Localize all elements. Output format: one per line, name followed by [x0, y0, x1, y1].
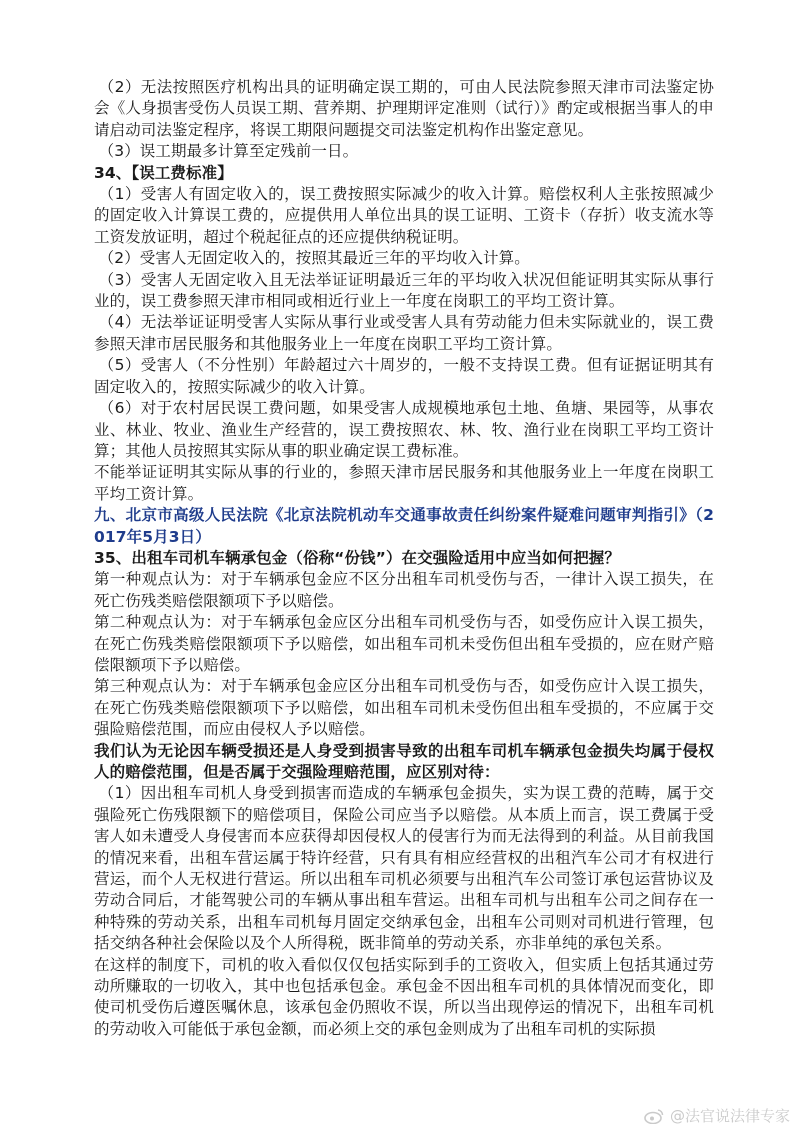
paragraph-lost-work-period-appraisal: （2）无法按照医疗机构出具的证明确定误工期的，可由人民法院参照天津市司法鉴定协会《人身损害受伤人员误工期、营养期、护理期评定准则（试行）》酌定或根据当事人的申请启动司法鉴定程序，将误工期限问题提交司法鉴定机构作出鉴定意见。: [94, 78, 714, 139]
paragraph-third-view: 第三种观点认为：对于车辆承包金应区分出租车司机受伤与否，如受伤应计入误工损失，在死亡伤残类赔偿限额项下予以赔偿，如出租车司机未受伤但出租车受损的，不应属于交强险赔偿范围，而应由侵权人予以赔偿。: [94, 677, 714, 739]
document-content: [94, 77, 714, 1040]
paragraph-taxi-income-system: 在这样的制度下，司机的收入看似仅仅包括实际到手的工资收入，但实质上包括其通过劳动所赚取的一切收入，其中也包括承包金。承包金不因出租车司机的具体情况而变化，即使司机受伤后遵医嘱休息，该承包金仍照收不误，所以当出现停运的情况下，出租车司机的劳动收入可能低于承包金额，而必须上交的承包金则成为了出租车司机的实际损: [94, 955, 714, 1038]
paragraph-unproven-occupation: 不能举证证明其实际从事的行业的，参照天津市居民服务和其他服务业上一年度在岗职工平均工资计算。: [94, 463, 714, 503]
weibo-icon: [644, 1108, 664, 1124]
paragraph-first-view: 第一种观点认为：对于车辆承包金应不区分出租车司机受伤与否，一律计入误工损失，在死亡伤残类赔偿限额项下予以赔偿。: [94, 570, 714, 610]
section-heading-beijing-court-guideline: 九、北京市高级人民法院《北京法院机动车交通事故责任纠纷案件疑难问题审判指引》（2017年5月3日）: [94, 506, 714, 546]
paragraph-court-opinion: 我们认为无论因车辆受损还是人身受到损害导致的出租车司机车辆承包金损失均属于侵权人的赔偿范围，但是否属于交强险理赔范围，应区别对待：: [94, 741, 714, 781]
paragraph-industry-average: （3）受害人无固定收入且无法举证证明最近三年的平均收入状况但能证明其实际从事行业的，误工费参照天津市相同或相近行业上一年度在岗职工的平均工资计算。: [94, 270, 714, 311]
paragraph-second-view: 第二种观点认为：对于车辆承包金应区分出租车司机受伤与否，如受伤应计入误工损失，在死亡伤残类赔偿限额项下予以赔偿，如出租车司机未受伤但出租车受损的，应在财产赔偿限额项下予以赔偿。: [94, 613, 714, 674]
paragraph-rural-residents: （6）对于农村居民误工费问题，如果受害人成规模地承包土地、鱼塘、果园等，从事农业、林业、牧业、渔业生产经营的，误工费按照农、林、牧、渔行业在岗职工平均工资计算；其他人员按照其实际从事的职业确定误工费标准。: [94, 399, 714, 460]
paragraph-unproven-industry: （4）无法举证证明受害人实际从事行业或受害人具有劳动能力但未实际就业的，误工费参照天津市居民服务和其他服务业上一年度在岗职工平均工资计算。: [94, 313, 714, 353]
watermark: [644, 1105, 790, 1126]
paragraph-fixed-income: （1）受害人有固定收入的，误工费按照实际减少的收入计算。赔偿权利人主张按照减少的固定收入计算误工费的，应提供用人单位出具的误工证明、工资卡（存折）收支流水等工资发放证明，超过个税起征点的还应提供纳税证明。: [94, 185, 714, 246]
section-heading-lost-wages-standard: 34、【误工费标准】: [94, 163, 233, 182]
question-heading-taxi-fee: 35、出租车司机车辆承包金（俗称“份钱”）在交强险适用中应当如何把握？: [94, 548, 620, 567]
paragraph-over-sixty: （5）受害人（不分性别）年龄超过六十周岁的，一般不支持误工费。但有证据证明其有固定收入的，按照实际减少的收入计算。: [94, 356, 714, 396]
paragraph-lost-work-period-limit: （3）误工期最多计算至定残前一日。: [98, 142, 359, 161]
paragraph-no-fixed-income: （2）受害人无固定收入的，按照其最近三年的平均收入计算。: [98, 249, 530, 268]
paragraph-taxi-analysis: （1）因出租车司机人身受到损害而造成的车辆承包金损失，实为误工费的范畴，属于交强险死亡伤残限额下的赔偿项目，保险公司应当予以赔偿。从本质上而言，误工费属于受害人如未遭受人身侵害而本应获得却因侵权人的侵害行为而无法得到的利益。从目前我国的情况来看，出租车营运属于特许经营，只有具有相应经营权的出租汽车公司才有权进行营运，而个人无权进行营运。所以出租车司机必须要与出租汽车公司签订承包运营协议及劳动合同后，才能驾驶公司的车辆从事出租车营运。出租车司机与出租车公司之间存在一种特殊的劳动关系，出租车司机每月固定交纳承包金，出租车公司则对司机进行管理，包括交纳各种社会保险以及个人所得税，既非简单的劳动关系，亦非单纯的承包关系。: [94, 784, 714, 953]
watermark-text: @法官说法律专家: [669, 1107, 790, 1125]
